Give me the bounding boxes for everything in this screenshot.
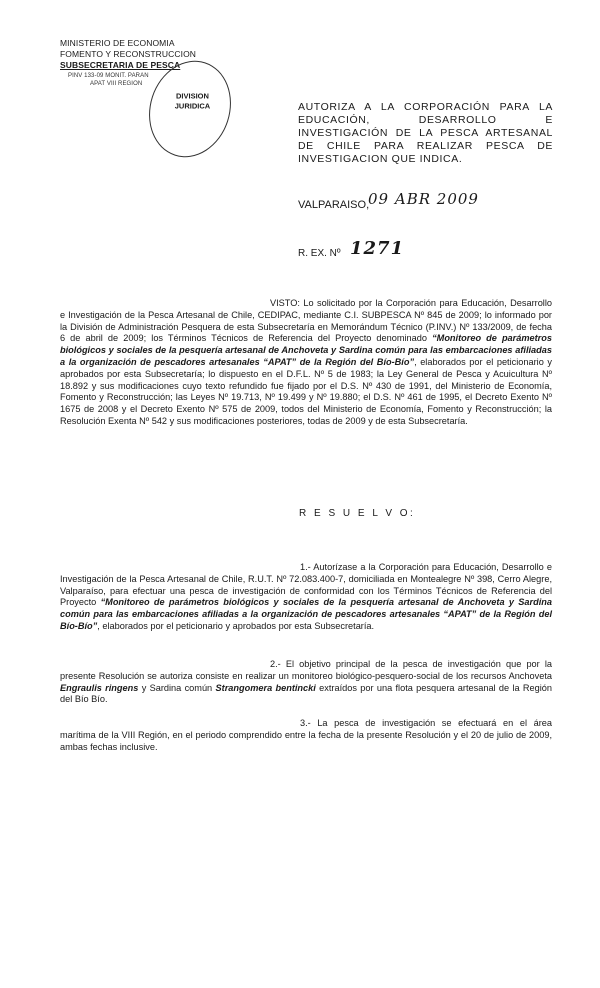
species-1: Engraulis ringens: [60, 682, 139, 693]
reference-line-2: APAT VIII REGION: [90, 81, 143, 87]
stamp-line-1: DIVISION: [176, 91, 209, 101]
species-2: Strangomera bentincki: [215, 682, 316, 693]
stamp-line-2: JURIDICA: [174, 101, 211, 111]
visto-text-2: , elaborados por el peticionario y aprobados por esta Subsecretaría; lo dispuesto en el D.F.L. Nº 5 de 1983; la Ley General de Pesca y Acuicultura Nº 18.892 y sus modificaciones cuyo texto refundido fue fijado por el D.S. Nº 430 de 1991, del Ministerio de Economía, Fomento y Reconstrucción; las Leyes Nº 19.713, Nº 19.499 y Nº 19.880; el D.S. Nº 461 de 1995, el Decreto Exento Nº 1675 de 2008 y el Decreto Exento Nº 575 de 2009, todos del Ministerio de Economía, Fomento y Reconstrucción; la Resolución Exenta Nº 542 y sus modificaciones posteriores, todas de 2009 y de esta Subsecretaría.: [60, 356, 552, 426]
document-title: AUTORIZA A LA CORPORACIÓN PARA LA EDUCACIÓN, DESARROLLO E INVESTIGACIÓN DE LA PESCA ARTESANAL DE CHILE PARA REALIZAR PESCA DE INVESTIGACION QUE INDICA.: [298, 101, 553, 165]
item-2-paragraph: [60, 659, 552, 706]
item-1-project-name: “Monitoreo de parámetros biológicos y sociales de la pesquería artesanal de Anchoveta y Sardina común para las embarcaciones afiliadas a la organización de pescadores artesanales “APAT” de la Región del Bío-Bío”: [60, 597, 552, 631]
resolution-number: 1271: [350, 238, 405, 259]
item-2-text-2: y Sardina común: [141, 682, 213, 693]
ministry-line-1: MINISTERIO DE ECONOMIA: [60, 38, 175, 48]
visto-project-name: “Monitoreo de parámetros biológicos y sociales de la pesquería artesanal de Anchoveta y Sardina común para las embarcaciones afiliadas a la organización de pescadores artesanales “APAT” de la Región del Bío-Bío”: [60, 333, 552, 367]
item-3-paragraph: [60, 718, 552, 753]
resolution-label: R. EX. Nº: [298, 248, 341, 259]
item-1-paragraph: [60, 562, 552, 633]
item-2-text-1: 2.- El objetivo principal de la pesca de investigación que por la presente Resolución se autoriza consiste en realizar un monitoreo biológico-pesquero-social de los recursos Anchoveta: [60, 659, 552, 681]
ministry-line-2: FOMENTO Y RECONSTRUCCION: [60, 49, 197, 59]
resuelvo-heading: R E S U E L V O:: [299, 508, 416, 519]
item-1-text-1: 1.- Autorízase a la Corporación para Educación, Desarrollo e Investigación de la Pesca Artesanal de Chile, R.U.T. Nº 72.083.400-7, domiciliada en Montealegre Nº 398, Cerro Alegre, Valparaíso, para efectuar una pesca de investigación de conformidad con los Términos Técnicos de Referencia del Proyecto: [60, 562, 552, 608]
item-2-text-3: extraídos por una flota pesquera artesanal de la Región del Bío Bío.: [60, 682, 553, 705]
place-label: VALPARAISO,: [298, 199, 370, 211]
subsecretaria-line: SUBSECRETARIA DE PESCA: [60, 60, 181, 70]
issue-date: 09 ABR 2009: [368, 190, 479, 208]
visto-text-1: VISTO: Lo solicitado por la Corporación para Educación, Desarrollo e Investigación de la Pesca Artesanal de Chile, CEDIPAC, mediante C.I. SUBPESCA Nº 845 de 2009; lo informado por la División de Administración Pesquera de esta Subsecretaría en Memorándum Técnico (P.INV.) Nº 133/2009, de fecha 6 de abril de 2009; los Términos Técnicos de Referencia del Proyecto denominado: [60, 298, 552, 344]
item-3-text-1: 3.- La pesca de investigación se efectuará en el área marítima de la VIII Región, en el periodo comprendido entre la fecha de la presente Resolución y el 20 de julio de 2009, ambas fechas inclusive.: [60, 718, 552, 752]
reference-line-1: PINV 133-09 MONIT. PARAN: [68, 73, 149, 79]
item-1-text-2: , elaborados por el peticionario y aprobados por esta Subsecretaría.: [97, 620, 375, 631]
visto-paragraph: [60, 298, 552, 428]
